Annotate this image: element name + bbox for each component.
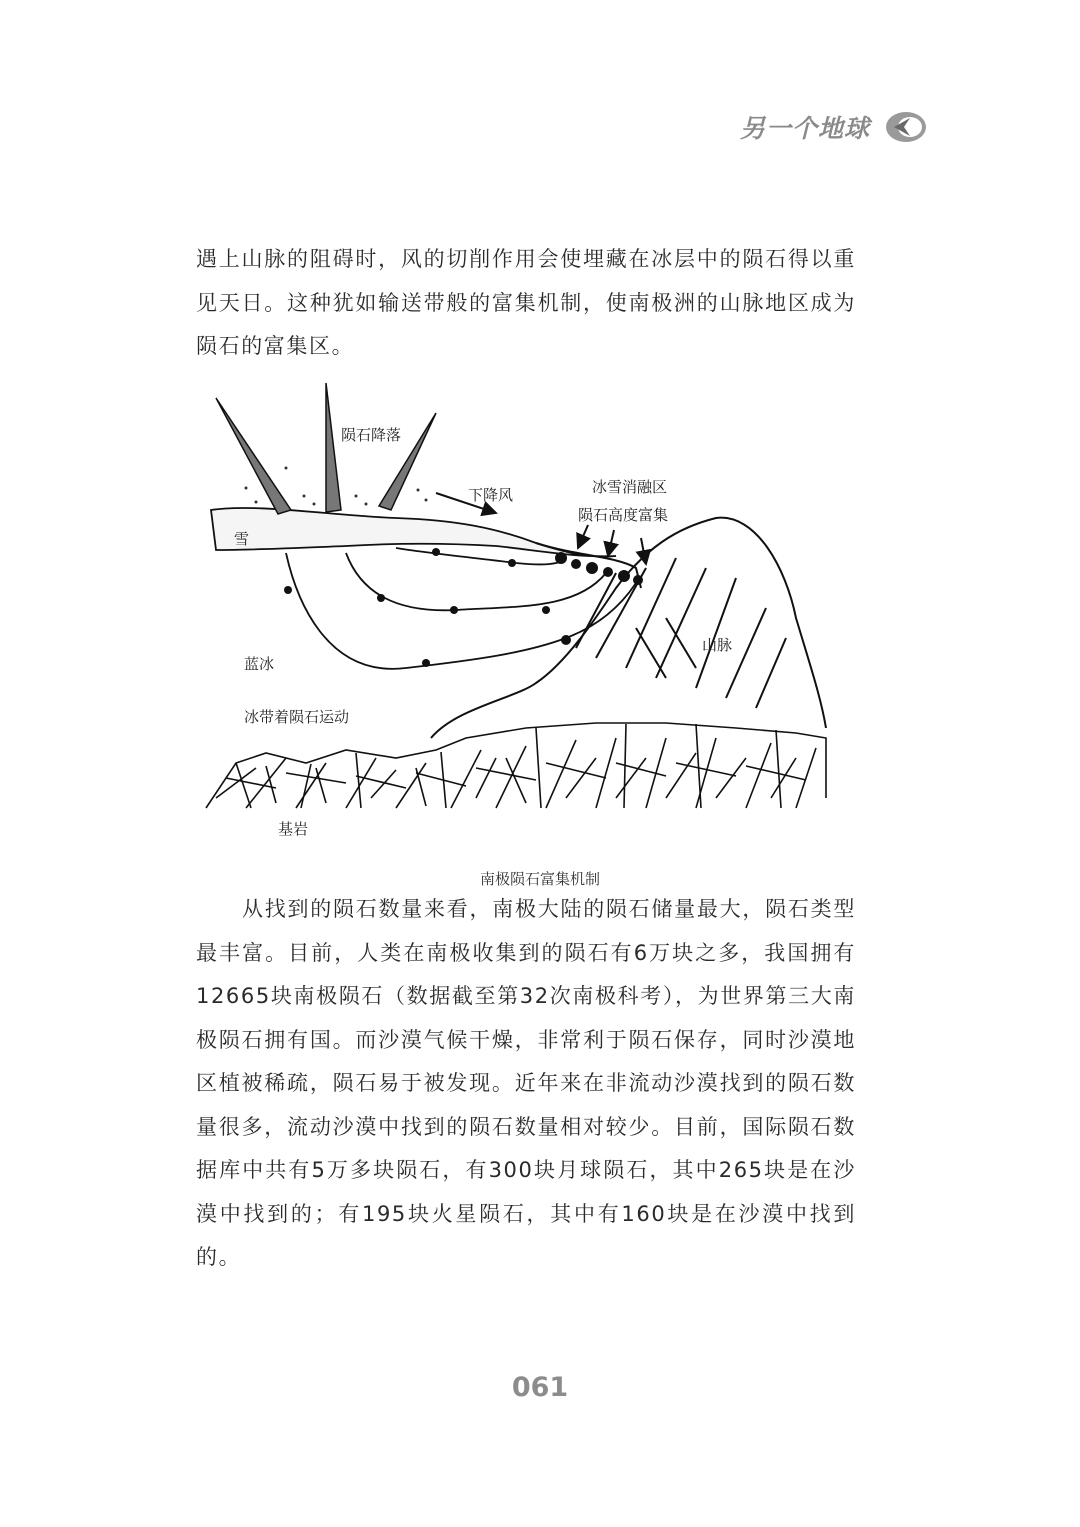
paragraph-intro: 遇上山脉的阻碍时，风的切削作用会使埋藏在冰层中的陨石得以重见天日。这种犹如输送带般的富集机制，使南极洲的山脉地区成为陨石的富集区。 [196,247,856,358]
label-blue-ice: 蓝冰 [244,655,275,673]
label-ablation-zone: 冰雪消融区 [592,478,668,496]
page-number: 061 [511,1372,569,1403]
meteorite-concentration-diagram [196,378,836,848]
ablation-arrows [578,525,646,564]
meteorite-streaks [216,383,436,514]
label-katabatic-wind: 下降风 [468,486,514,504]
bedrock-hatch [206,723,826,808]
label-snow: 雪 [234,530,250,548]
label-mountain: 山脉 [702,636,733,654]
label-bedrock: 基岩 [278,820,309,838]
label-ice-transport: 冰带着陨石运动 [244,708,350,726]
mountain-outline [431,518,826,738]
snow-layer [211,508,616,557]
book-logo-icon [880,108,928,146]
ice-flow-lines [286,548,636,669]
paragraph-statistics: 从找到的陨石数量来看，南极大陆的陨石储量最大，陨石类型最丰富。目前，人类在南极收集到的陨石有6万块之多，我国拥有12665块南极陨石（数据截至第32次南极科考），为世界第三大南极陨石拥有国。而沙漠气候干燥，非常利于陨石保存，同时沙漠地区植被稀疏，陨石易于被发现。近年来在非流动沙漠找到的陨石数量很多，流动沙漠中找到的陨石数量相对较少。目前，国际陨石数据库中共有5万多块陨石，有300块月球陨石，其中265块是在沙漠中找到的；有195块火星陨石，其中有160块是在沙漠中找到的。 [196,897,856,1269]
label-meteorite-fall: 陨石降落 [341,426,402,444]
running-header [740,108,928,146]
diagram-drawing [196,378,836,848]
header-title: 另一个地球 [740,114,871,143]
label-high-concentration: 陨石高度富集 [578,506,669,524]
figure-caption: 南极陨石富集机制 [479,870,600,888]
